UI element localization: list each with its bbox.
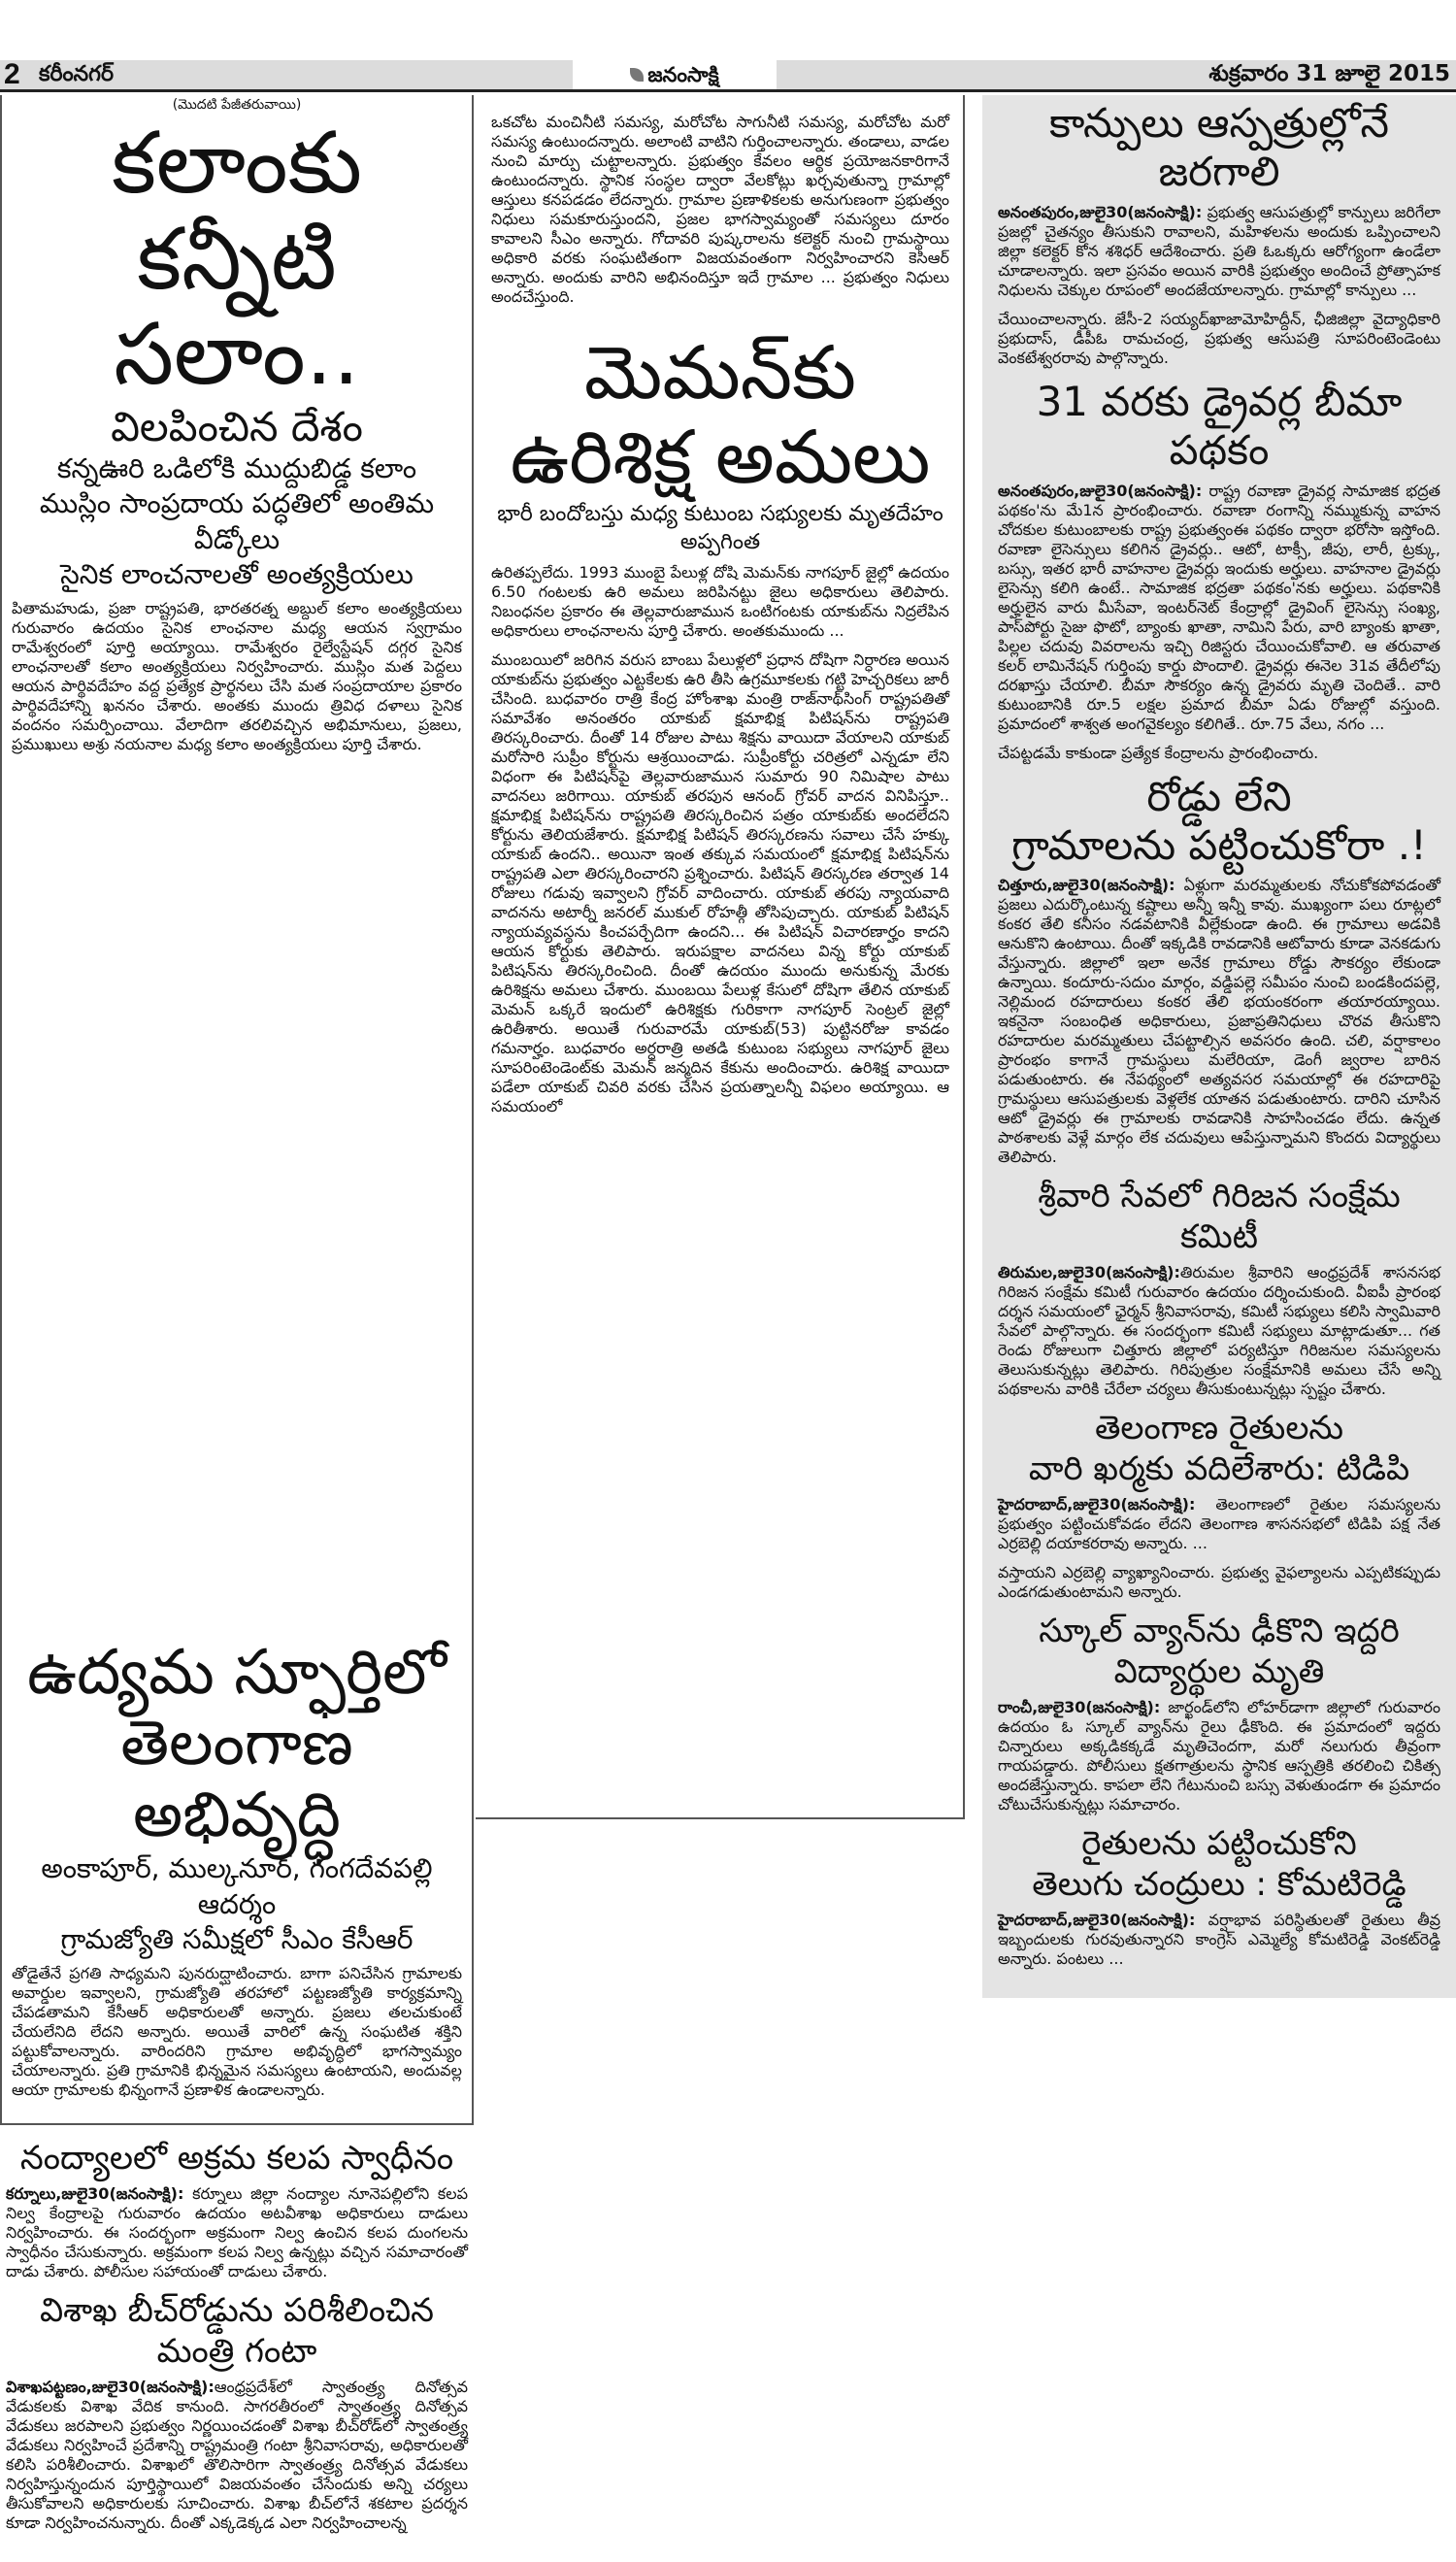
page-number: 2 bbox=[4, 58, 20, 90]
schoolvan-dateline: రాంచీ,జులై30(జనంసాక్షి): bbox=[998, 1698, 1161, 1717]
memon-subhead: భారీ బందోబస్తు మధ్య కుటుంబ సభ్యులకు మృతదేహం అప్పగింత bbox=[497, 501, 943, 555]
kalam-subhead-4: సైనిక లాంచనాలతో అంత్యక్రియలు bbox=[60, 558, 414, 591]
komatireddy-article bbox=[998, 1911, 1440, 1969]
kalam-article-body: పితామహుడు, ప్రజా రాష్ట్రపతి, భారతరత్న అబ్దుల్ కలాం అంత్యక్రియలు గురువారం ఉదయం సైనిక లాంఛనాల మధ్య ఆయన స్వగ్రామం రామేశ్వరంలో పూర్తి అయ్యాయి. రామేశ్వరం రైల్వేస్టేషన్ దగ్గర సైనిక లాంఛనాలతో కలాం అంత్యక్రియలు నిర్వహించారు. ముస్లిం మత పెద్దలు ఆయన పార్థివదేహం వద్ద ప్రత్యేక ప్రార్థనలు చేసి మత సంప్రదాయాల ప్రకారం పార్థివదేహాన్ని ఖననం చేశారు. అంతకు ముందు త్రివిధ దళాలు సైనిక వందనం సమర్పించాయి. వేలాదిగా తరలివచ్చిన అభిమానులు, ప్రజలు, ప్రముఖులు అశ్రు నయనాల మధ్య కలాం అంత్యక్రియలు పూర్తి చేశారు. bbox=[12, 598, 462, 753]
roads-body: ఏళ్లుగా మరమ్మతులకు నోచుకోకపోవడంతో ప్రజలు ఎదుర్కొంటున్న కష్టాలు అన్నీ ఇన్నీ కావు. ముఖ్యంగా పలు రూట్లలో కంకర తేలి కనీసం నడవటానికి వీల్లేకుండా ఉంది. ఈ గ్రామాలు అడవికి ఆనుకొని ఉంటాయి. దీంతో ఇక్కడికి రావడానికి ఆటోవారు కూడా వెనకడుగు వేస్తున్నారు. జిల్లాలో ఇలా అనేక గ్రామాలు రోడ్డు సౌకర్యం లేకుండా ఉన్నాయి. కందూరు-సదుం మార్గం, వడ్డిపల్లె సమీపం నుంచి బండకిందపల్లె, నెల్లిమంద రహదారులు కంకర తేలి భయంకరంగా తయారయ్యాయి. ఇకనైనా సంబంధిత అధికారులు, ప్రజాప్రతినిధులు చొరవ తీసుకొని రహదారుల మరమ్మతులు చేపట్టాల్సిన అవసరం ఉంది. చలి, వర్షాకాలం ప్రారంభం కాగానే గ్రామస్థులు మలేరియా, డెంగీ జ్వరాల బారిన పడుతుంటారు. ఈ నేపథ్యంలో అత్యవసర సమయాల్లో ఈ రహదారిపై గ్రామస్థులు ఆసుపత్రులకు వెళ్లలేక యాతన పడుతుంటారు. దారిని చూసిన ఆటో డ్రైవర్లు ఈ గ్రామాలకు రావడానికి సాహసించడం లేదు. ఉన్నత పాఠశాలకు వెళ్లే మార్గం లేక చదువులు ఆపేస్తున్నామని కొందరు విద్యార్థులు తెలిపారు. bbox=[998, 876, 1440, 1167]
kanpulu-article bbox=[998, 203, 1440, 300]
srivari-dateline: తిరుమల,జులై30(జనంసాక్షి): bbox=[998, 1263, 1180, 1282]
vizag-body: ఆంధ్రప్రదేశ్‌లో స్వాతంత్ర్య దినోత్సవ వేడుకలకు విశాఖ వేదిక కానుంది. సాగరతీరంలో స్వాతంత్ర్య దినోత్సవ వేడుకలు జరపాలని ప్రభుత్వం నిర్ణయించడంతో విశాఖ బీచ్‌రోడ్‌లో స్వాతంత్ర్య వేడుకలు నిర్వహించే ప్రదేశాన్ని రాష్ట్రమంత్రి గంటా శ్రీనివాసరావు, అధికారులతో కలిసి పరిశీలించారు. విశాఖలో తొలిసారిగా స్వాతంత్ర్య దినోత్సవ వేడుకలు నిర్వహిస్తున్నందున పూర్తిస్థాయిలో విజయవంతం చేసేందుకు అన్ని చర్యలు తీసుకోవాలని అధికారులకు సూచించారు. విశాఖ బీచ్‌లోనే శకటాల ప్రదర్శన కూడా నిర్వహించనున్నారు. దీంతో ఎక్కడెక్కడ ఎలా నిర్వహించాలన్న bbox=[6, 2378, 468, 2533]
middle-story-box bbox=[476, 95, 965, 1819]
roads-dateline: చిత్తూరు,జులై30(జనంసాక్షి): bbox=[998, 876, 1175, 895]
memon-body-2: ముంబయిలో జరిగిన వరుస బాంబు పేలుళ్లలో ప్రధాన దోషిగా నిర్ధారణ అయిన యాకుబ్‌ను ప్రభుత్వం ఎట్టకేలకు ఉరి తీసి ఉగ్రమూకలకు గట్టి హెచ్చరికలు జారీ చేసింది. బుధవారం రాత్రి కేంద్ర హోంశాఖ మంత్రి రాజ్‌నాథ్‌సింగ్ రాష్ట్రపతితో సమావేశం అనంతరం యాకుబ్ క్షమాభిక్ష పిటిషన్‌ను రాష్ట్రపతి తిరస్కరించారు. దీంతో 14 రోజుల పాటు శిక్షను వాయిదా వేయాలని యాకుబ్ మరోసారి సుప్రీం కోర్టును ఆశ్రయించాడు. సుప్రీంకోర్టు చరిత్రలో ఎన్నడూ లేని విధంగా ఈ పిటిషన్‌పై తెల్లవారుజామున సుమారు 90 నిమిషాల పాటు వాదనలు జరిగాయి. యాకుబ్ తరపున ఆనంద్ గ్రోవర్ వాదన వినిపిస్తూ.. క్షమాభిక్ష పిటిషన్‌ను రాష్ట్రపతి తిరస్కరించిన పత్రం యాకుబ్‌కు అందలేదని కోర్టును తెలియజేశారు. క్షమాభిక్ష పిటిషన్ తిరస్కరణను సవాలు చేసే హక్కు యాకుబ్ ఉందని.. అయినా ఇంత తక్కువ సమయంలో క్షమాభిక్ష పిటిషన్‌ను రాష్ట్రపతి ఎలా తిరస్కరించారని ప్రశ్నించారు. పిటిషన్ తిరస్కరణ తర్వాత 14 రోజులు గడువు ఇవ్వాలని గ్రోవర్ వాదించారు. యాకుబ్ తరపు న్యాయవాది వాదనను అటార్నీ జనరల్ ముకుల్ రోహత్గీ తోసిపుచ్చారు. యాకుబ్ పిటిషన్ న్యాయవ్యవస్థను కించపర్చేదిగా ఉందని... ఈ పిటిషన్ విచారణార్హం కాదని ఆయన కోర్టుకు తెలిపారు. ఇరుపక్షాల వాదనలు విన్న కోర్టు యాకుబ్ పిటిషన్‌ను తిరస్కరించింది. దీంతో ఉదయం ముందు అనుకున్న మేరకు ఉరిశిక్షను అమలు చేశారు. ముంబయి పేలుళ్ల కేసులో దోషిగా తేలిన యాకుబ్ మెమన్ ఒక్కరే ఇందులో ఉరిశిక్షకు గురికాగా నాగపూర్ సెంట్రల్ జైల్లో ఉరితీశారు. అయితే గురువారమే యాకుబ్(53) పుట్టినరోజు కావడం గమనార్హం. బుధవారం అర్ధరాత్రి అతడి కుటుంబ సభ్యులు నాగపూర్ జైలు సూపరింటెండెంట్‌కు మెమన్ జన్మదిన కేకును అందించారు. ఉరిశిక్ష వాయిదా పడేలా యాకుబ్ చివరి వరకు చేసిన ప్రయత్నాలన్నీ విఫలం అయ్యాయి. ఆ సమయంలో bbox=[491, 650, 949, 1116]
newspaper-name: జనంసాక్షి bbox=[647, 63, 719, 86]
komatireddy-headline-2: తెలుగు చంద్రులు : కోమటిరెడ్డి bbox=[1032, 1864, 1406, 1904]
memon-column-space bbox=[491, 1126, 949, 1806]
left-story-box bbox=[0, 95, 474, 2125]
newspaper-logo bbox=[573, 60, 777, 89]
roads-headline-1: రోడ్డు లేని bbox=[1146, 772, 1292, 820]
gramajyothi-continued-body: ఒకచోట మంచినీటి సమస్య, మరోచోట సాగునీటి సమస్య, మరోచోట మరో సమస్య ఉంటుందన్నారు. అలాంటి వాటిని గుర్తించాలన్నారు. తండాలు, వాడల నుంచి మార్పు చుట్టాలన్నారు. ప్రభుత్వం కేవలం ఆర్థిక ప్రయోజనకారిగానే ఉంటుందన్నారు. స్థానిక సంస్థల ద్వారా వేలకోట్లు ఖర్చవుతున్నా గ్రామాల్లో ఆస్తులు కనపడడం లేదన్నారు. గ్రామాల ప్రణాళికలకు అనుగుణంగా ప్రభుత్వం నిధులు సమకూరుస్తుందని, ప్రజల భాగస్వామ్యంతో సమస్యలు దూరం కావాలని సీఎం అన్నారు. గోదావరి పుష్కరాలను కలెక్టర్ నుంచి గ్రామస్థాయి అధికారి వరకు సంఘటితంగా విజయవంతంగా నిర్వహించారని కెసిఆర్ అన్నారు. అందుకు వారిని అభినందిస్తూ ఇదే గ్రామాల ... ప్రభుత్వం నిధులు అందచేస్తుంది. bbox=[491, 113, 949, 306]
memon-body-1: ఉరితప్పలేదు. 1993 ముంబై పేలుళ్ల దోషి మెమన్‌కు నాగపూర్ జైల్లో ఉదయం 6.50 గంటలకు ఉరి అమలు జరిపినట్టు జైలు అధికారులు తెలిపారు. నిబంధనల ప్రకారం ఈ తెల్లవారుజామున ఒంటిగంటకు యాకుబ్‌ను నిద్రలేపిన అధికారులు లాంఛనాలను పూర్తి చేశారు. అంతకుముందు ... bbox=[491, 563, 949, 641]
nandyal-article bbox=[6, 2184, 468, 2281]
kalam-subhead-1: విలపించిన దేశం bbox=[111, 402, 363, 450]
roads-headline-2: గ్రామాలను పట్టించుకోరా .! bbox=[1011, 820, 1427, 869]
schoolvan-headline: స్కూల్ వ్యాన్‌ను ఢీకొని ఇద్దరి విద్యార్థుల మృతి bbox=[1039, 1612, 1400, 1691]
kanpulu-headline: కాన్పులు ఆస్పత్రుల్లోనే జరగాలి bbox=[1048, 99, 1390, 196]
vizag-headline: విశాఖ బీచ్‌రోడ్డును పరిశీలించిన మంత్రి గంటా bbox=[40, 2291, 434, 2371]
komatireddy-dateline: హైదరాబాద్,జులై30(జనంసాక్షి): bbox=[998, 1911, 1196, 1930]
issue-date: శుక్రవారం 31 జూలై 2015 bbox=[1208, 61, 1450, 86]
telangana-headline-2: తెలంగాణ అభివృద్ధి bbox=[120, 1708, 353, 1851]
tdp-article bbox=[998, 1495, 1440, 1553]
telangana-subhead-1: అంకాపూర్, ముల్కనూర్, గంగదేవపల్లి ఆదర్శం bbox=[41, 1852, 433, 1920]
vizag-article bbox=[6, 2378, 468, 2533]
memon-headline-1: మెమన్‌కు bbox=[583, 329, 857, 416]
tdp-headline-2: వారి ఖర్మకు వదిలేశారు: టిడిపి bbox=[1028, 1448, 1410, 1488]
continued-note: (మొదటి పేజీతరువాయి) bbox=[172, 97, 302, 113]
kalam-headline-1: కలాంకు bbox=[111, 113, 363, 213]
kalam-headline-2: కన్నీటి సలాం.. bbox=[114, 208, 360, 405]
kalam-subhead-2: కన్నఊరి ఒడిలోకి ముద్దుబిడ్డ కలాం bbox=[56, 452, 417, 485]
memon-headline-2: ఉరిశిక్ష అమలు bbox=[510, 414, 931, 501]
nandyal-headline: నంద్యాలలో అక్రమ కలప స్వాధీనం bbox=[19, 2139, 454, 2178]
edition-name: కరీంనగర్ bbox=[39, 62, 115, 86]
schoolvan-article bbox=[998, 1698, 1440, 1814]
tdp-body-end: వస్తాయని ఎర్రబెల్లి వ్యాఖ్యానించారు. ప్రభుత్వ వైఫల్యాలను ఎప్పటికప్పుడు ఎండగడుతుంటామని అన్నారు. bbox=[998, 1563, 1440, 1602]
kalam-subhead-3: ముస్లిం సాంప్రదాయ పద్ధతిలో అంతిమ వీడ్కోలు bbox=[39, 487, 435, 555]
telangana-article-body: తోడైతేనే ప్రగతి సాధ్యమని పునరుద్ఘాటించారు. బాగా పనిచేసిన గ్రామాలకు అవార్డుల ఇవ్వాలని, గ్రామజ్యోతి తరహాలో పట్టణజ్యోతి కార్యక్రమాన్ని చేపడతామని కేసీఆర్ అధికారులతో అన్నారు. ప్రజలు తలచుకుంటే చేయలేనిది లేదని అన్నారు. అయితే వారిలో ఉన్న సంఘటిత శక్తిని పట్టుకోవాలన్నారు. వారిందరిని గ్రామాల అభివృద్ధిలో భాగస్వామ్యం చేయాలన్నారు. ప్రతి గ్రామానికి భిన్నమైన సమస్యలు ఉంటాయని, అందువల్ల ఆయా గ్రామాలకు భిన్నంగానే ప్రణాళిక ఉండాలన్నారు. bbox=[12, 1963, 462, 2099]
komatireddy-body: వర్షాభావ పరిస్థితులతో రైతులు తీవ్ర ఇబ్బందులకు గురవుతున్నారని కాంగ్రెస్ ఎమ్మెల్యే కోమటిరెడ్డి వెంకట్‌రెడ్డి అన్నారు. పంటలు ... bbox=[998, 1911, 1440, 1969]
kanpulu-body: ప్రభుత్వ ఆసుపత్రుల్లో కాన్పులు జరిగేలా ప్రజల్లో చైతన్యం తీసుకుని రావాలని, మహిళలను అందుకు ఒప్పించాలని జిల్లా కలెక్టర్ కోన శశిధర్ ఆదేశించారు. ప్రతి ఓఒక్కరు ఆరోగ్యంగా ఉండేలా చూడాలన్నారు. ఇలా ప్రసవం అయిన వారికి ప్రభుత్వం అందించే ప్రోత్సాహక నిధులను చెక్కుల రూపంలో అందజేయాలన్నారు. గ్రామాల్లో కాన్పులు ... bbox=[998, 202, 1440, 299]
bima-body: రాష్ట్ర రవాణా డ్రైవర్ల సామాజిక భద్రత పథకం'ను మే1న ప్రారంభించారు. రవాణా రంగాన్ని నమ్ముకున్న వాహన చోదకుల కుటుంబాలకు రాష్ట్ర ప్రభుత్వంఈ పథకం ద్వారా భరోసా ఇస్తోంది. రవాణా లైసెన్సులు కలిగిన డ్రైవర్లు.. ఆటో, టాక్సీ, జీపు, లారీ, ట్రక్కు, బస్సు, ఇతర భారీ వాహనాల డ్రైవర్లు ఇందుకు అర్హులు. వాహనాల డ్రైవర్లు లైసెన్సు కలిగి ఉంటే.. సామాజిక భద్రతా పథకం'నకు అర్హులు. పథకానికి అర్హులైన వారు మీసేవా, ఇంటర్‌నెట్ కేంద్రాల్లో డ్రైవింగ్ లైసెన్సు సంఖ్య, పాస్‌పోర్టు సైజు ఫొటో, బ్యాంకు ఖాతా, నామిని పేరు, వారి బ్యాంకు ఖాతా, పిల్లల చదువు వివరాలను ఇచ్చి రిజిస్టరు చేయించుకోవాలి. ఆ తరువాత కలర్ లామినేషన్ గుర్తింపు కార్డు పొందాలి. డ్రైవర్లు ఈనెల 31వ తేదీలోపు దరఖాస్తు చేయాలి. బీమా సౌకర్యం ఉన్న డ్రైవరు మృతి చెందితే.. వారి కుటుంబానికి రూ.5 లక్షల ప్రమాద బీమా ఏడు రోజుల్లో వస్తుంది. ప్రమాదంలో శాశ్వత అంగవైకల్యం కలిగితే.. రూ.75 వేలు, నగం ... bbox=[998, 481, 1440, 733]
srivari-body: తిరుమల శ్రీవారిని ఆంధ్రప్రదేశ్ శాసనసభ గిరిజన సంక్షేమ కమిటీ గురువారం ఉదయం దర్శించుకుంది. వీఐపీ ప్రారంభ దర్శన సమయంలో ఛైర్మన్ శ్రీనివాసరావు, కమిటీ సభ్యులు కలిసి స్వామివారి సేవలో పాల్గొన్నారు. ఈ సందర్భంగా కమిటీ సభ్యులు మాట్లాడుతూ... గత రెండు రోజులుగా చిత్తూరు జిల్లాలో పర్యటిస్తూ గిరిజనుల సమస్యలను తెలుసుకున్నట్లు తెలిపారు. గిరిపుత్రుల సంక్షేమానికి అమలు చేసే అన్ని పథకాలను వారికి చేరేలా చర్యలు తీసుకుంటున్నట్లు స్పష్టం చేశారు. bbox=[998, 1263, 1440, 1399]
schoolvan-body: జార్ఖండ్‌లోని లోహర్‌డాగా జిల్లాలో గురువారం ఉదయం ఓ స్కూల్ వ్యాన్‌ను రైలు ఢీకొంది. ఈ ప్రమాదంలో ఇద్దరు చిన్నారులు అక్కడికక్కడే మృతిచెందగా, మరో నలుగురు తీవ్రంగా గాయపడ్డారు. పోలీసులు క్షతగాత్రులను స్థానిక ఆస్పత్రికి తరలించి చికిత్స అందజేస్తున్నారు. కాపలా లేని గేటునుంచి బస్సు వెళుతుండగా ఈ ప్రమాదం చోటుచేసుకున్నట్లు సమాచారం. bbox=[998, 1698, 1440, 1814]
bima-article bbox=[998, 482, 1440, 734]
bima-body-end: చేపట్టడమే కాకుండా ప్రత్యేక కేంద్రాలను ప్రారంభించారు. bbox=[998, 743, 1319, 762]
left-bottom-stories bbox=[0, 2125, 474, 2562]
right-column-panel bbox=[982, 95, 1456, 1998]
nandyal-dateline: కర్నూలు,జులై30(జనంసాక్షి): bbox=[6, 2184, 184, 2204]
tdp-dateline: హైదరాబాద్,జులై30(జనంసాక్షి): bbox=[998, 1495, 1196, 1514]
nandyal-body: కర్నూలు జిల్లా నంద్యాల నూనెపల్లిలోని కలప నిల్వ కేంద్రాలపై గురువారం ఉదయం అటవీశాఖ అధికారులు దాడులు నిర్వహించారు. ఈ సందర్భంగా అక్రమంగా నిల్వ ఉంచిన కలప దుంగలను స్వాధీనం చేసుకున్నారు. అక్రమంగా కలప నిల్వ ఉన్నట్లు వచ్చిన సమాచారంతో దాడు చేశారు. పోలీసుల సహాయంతో దాడులు చేశారు. bbox=[6, 2184, 468, 2281]
spacer bbox=[491, 316, 949, 330]
roads-article bbox=[998, 876, 1440, 1167]
bima-headline: 31 వరకు డ్రైవర్ల బీమా పథకం bbox=[1036, 377, 1403, 475]
kalam-column-space bbox=[12, 764, 462, 1638]
telangana-headline-1: ఉద్యమ స్ఫూర్తిలో bbox=[27, 1636, 447, 1709]
tdp-headline-1: తెలంగాణ రైతులను bbox=[1094, 1409, 1344, 1448]
tdp-body: తెలంగాణలో రైతుల సమస్యలను ప్రభుత్వం పట్టించుకోవడం లేదని తెలంగాణ శాసనసభలో టిడిపి పక్ష నేత ఎర్రబెల్లి దయాకరరావు అన్నారు. ... bbox=[998, 1495, 1440, 1553]
srivari-headline: శ్రీవారి సేవలో గిరిజన సంక్షేమ కమిటీ bbox=[1038, 1177, 1401, 1256]
komatireddy-headline-1: రైతులను పట్టించుకోని bbox=[1081, 1824, 1357, 1864]
vizag-dateline: విశాఖపట్టణం,జులై30(జనంసాక్షి): bbox=[6, 2378, 215, 2397]
kanpulu-dateline: అనంతపురం,జులై30(జనంసాక్షి): bbox=[998, 202, 1203, 221]
leaf-icon bbox=[630, 68, 644, 82]
telangana-subhead-2: గ్రామజ్యోతి సమీక్షలో సీఎం కేసీఆర్ bbox=[60, 1923, 414, 1956]
bima-dateline: అనంతపురం,జులై30(జనంసాక్షి): bbox=[998, 481, 1203, 500]
srivari-article bbox=[998, 1263, 1440, 1399]
kanpulu-body-end: చేయించాలన్నారు. జేసీ-2 సయ్యద్‌ఖాజామోహిద్దీన్, ఛీజిజిల్లా వైద్యాధికారి ప్రభుదాస్, డీపీఓ రామచంద్ర, ప్రభుత్వ ఆసుపత్రి సూపరింటెండెంటు వెంకటేశ్వరరావు పాల్గొన్నారు. bbox=[998, 309, 1440, 367]
